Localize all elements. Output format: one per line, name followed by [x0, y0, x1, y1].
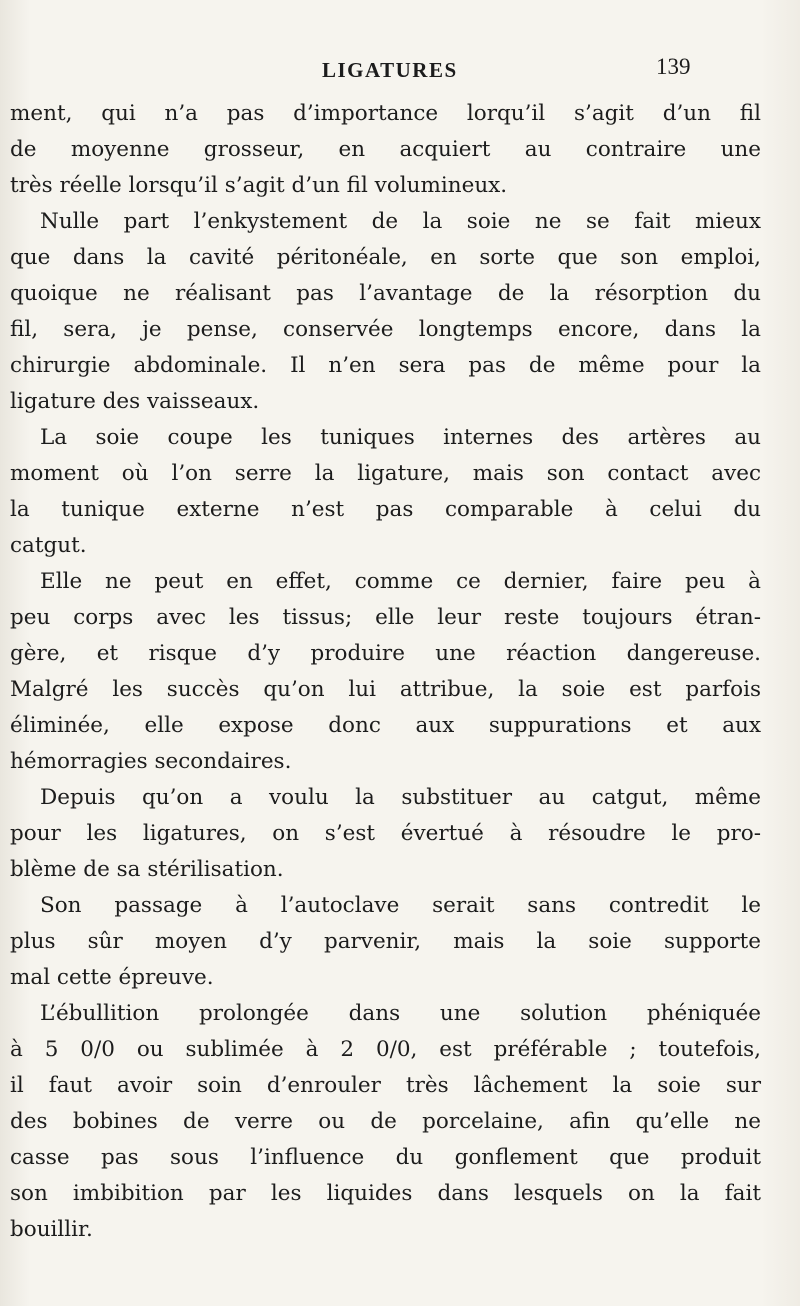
text-line: bouillir. — [10, 1217, 93, 1242]
text-line: Malgré les succès qu’on lui attribue, la soie est parfois — [10, 677, 761, 702]
text-line: ligature des vaisseaux. — [10, 389, 260, 414]
text-line: fil, sera, je pense, conservée longtemps encore, dans la — [10, 317, 761, 342]
text-line: blème de sa stérilisation. — [10, 857, 284, 882]
text-line: mal cette épreuve. — [10, 965, 214, 990]
text-line: moment où l’on serre la ligature, mais son contact avec — [10, 461, 761, 486]
text-line: de moyenne grosseur, en acquiert au contraire une — [10, 137, 761, 162]
text-line: il faut avoir soin d’enrouler très lâchement la soie sur — [10, 1073, 761, 1098]
text-line: Son passage à l’autoclave serait sans contredit le — [40, 893, 761, 918]
text-line: ment, qui n’a pas d’importance lorqu’il s’agit d’un fil — [10, 101, 761, 126]
page-number: 139 — [656, 54, 691, 79]
text-line: chirurgie abdominale. Il n’en sera pas de même pour la — [10, 353, 761, 378]
text-line: des bobines de verre ou de porcelaine, afin qu’elle ne — [10, 1109, 761, 1134]
text-line: éliminée, elle expose donc aux suppurations et aux — [10, 713, 761, 738]
text-line: peu corps avec les tissus; elle leur reste toujours étran- — [10, 605, 761, 630]
text-line: casse pas sous l’influence du gonflement que produit — [10, 1145, 761, 1170]
body-text — [10, 96, 775, 1248]
text-line: catgut. — [10, 533, 87, 558]
page-header — [0, 54, 800, 88]
text-line: très réelle lorsqu’il s’agit d’un fil volumineux. — [10, 173, 508, 198]
text-line: son imbibition par les liquides dans lesquels on la fait — [10, 1181, 761, 1206]
running-title: LIGATURES — [322, 58, 458, 82]
text-line: à 5 0/0 ou sublimée à 2 0/0, est préférable ; toutefois, — [10, 1037, 761, 1062]
text-line: L’ébullition prolongée dans une solution phéniquée — [40, 1001, 761, 1026]
text-line: Nulle part l’enkystement de la soie ne se fait mieux — [40, 209, 761, 234]
text-line: hémorragies secondaires. — [10, 749, 292, 774]
text-line: la tunique externe n’est pas comparable à celui du — [10, 497, 761, 522]
text-line: Elle ne peut en effet, comme ce dernier, faire peu à — [40, 569, 761, 594]
text-line: gère, et risque d’y produire une réaction dangereuse. — [10, 641, 761, 666]
text-line: La soie coupe les tuniques internes des artères au — [40, 425, 761, 450]
text-line: quoique ne réalisant pas l’avantage de la résorption du — [10, 281, 761, 306]
text-line: Depuis qu’on a voulu la substituer au catgut, même — [40, 785, 761, 810]
text-line: pour les ligatures, on s’est évertué à résoudre le pro- — [10, 821, 761, 846]
text-line: plus sûr moyen d’y parvenir, mais la soie supporte — [10, 929, 761, 954]
text-line: que dans la cavité péritonéale, en sorte que son emploi, — [10, 245, 761, 270]
